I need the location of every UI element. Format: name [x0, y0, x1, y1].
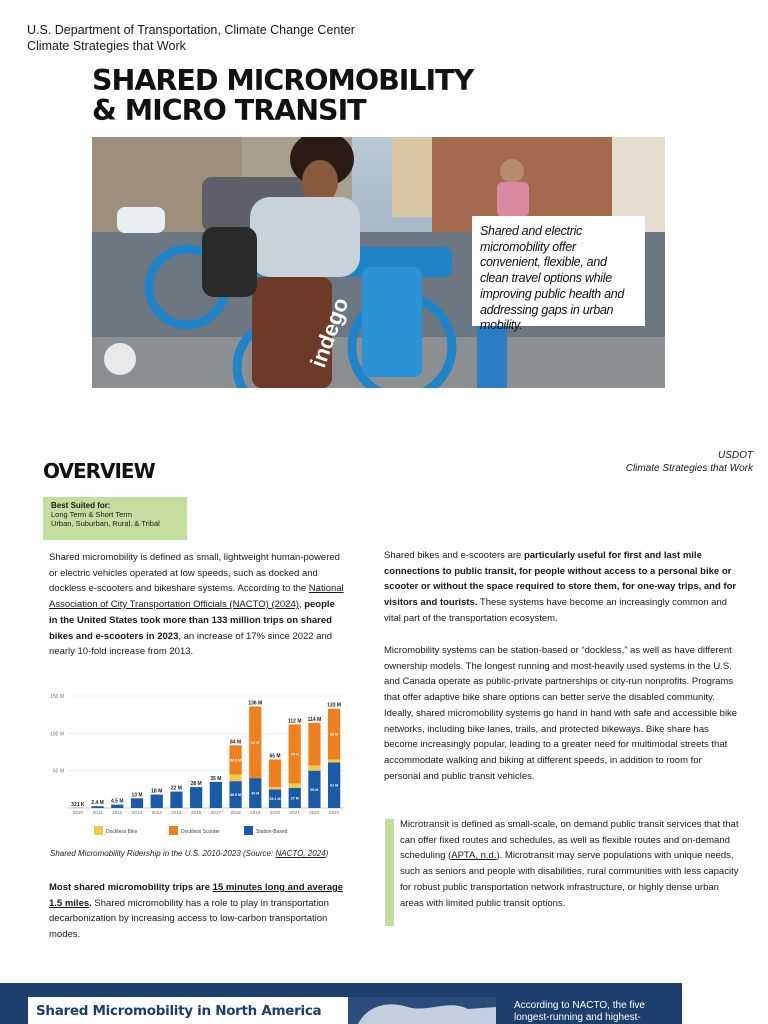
- segment-label: 61 M: [330, 783, 339, 788]
- text-run: Microtransit is defined as small-scale, on demand public transit services that that can offer fixed routes and schedules, as well as flexible routes and on-demand scheduling (: [400, 819, 739, 862]
- usdot-tag: [626, 450, 753, 475]
- segment-label: 27 M: [290, 796, 299, 801]
- emphasis-text: people in the United States took more than 133 million trips on shared bikes and e-scooters in 2023: [49, 599, 335, 642]
- x-tick-label: 2020: [269, 810, 281, 815]
- x-tick-label: 2011: [92, 810, 103, 815]
- apta-link[interactable]: APTA, n.d.: [451, 850, 497, 862]
- x-tick-label: 2022: [309, 810, 320, 815]
- org-line-1: U.S. Department of Transportation, Climate Change Center: [27, 23, 355, 37]
- segment-label: 38.5 M: [230, 758, 242, 763]
- y-tick-label: 50 M: [52, 768, 64, 775]
- bar-segment: [328, 759, 340, 762]
- bar-segment: [170, 792, 182, 808]
- x-tick-label: 2018: [230, 810, 241, 815]
- total-label: 114 M: [307, 716, 322, 723]
- legend-label: Station-Based: [256, 829, 288, 835]
- text-run: ,: [298, 599, 305, 611]
- total-label: 112 M: [287, 718, 302, 725]
- x-tick-label: 2012: [112, 810, 123, 815]
- text-run: ): [325, 849, 329, 858]
- total-label: 13 M: [131, 792, 143, 799]
- left-paragraph-2: [49, 880, 344, 943]
- total-label: 84 M: [230, 739, 242, 746]
- emphasis-text: particularly useful for first and last mile connections to public transit, for people without access to a personal bike or scooter or without the space required to store them, for one-way trips, and for visitors and tourists.: [384, 550, 737, 609]
- right-paragraph-3: [400, 817, 740, 911]
- hero-callout: Shared and electric micromobility offer convenient, flexible, and clean travel options while improving public health and addressing gaps in urban mobility.: [472, 216, 645, 326]
- trip-length-link[interactable]: 15 minutes long and average 1.5 miles: [49, 882, 344, 909]
- bar-segment: [151, 795, 163, 808]
- text-run: Shared micromobility is defined as small, lightweight human-powered or electric vehicles operated at low speeds, such as docked and dockless e-scooters and bikeshare systems. According to the: [49, 552, 340, 595]
- bar-segment: [111, 805, 123, 808]
- bar-segment: [190, 787, 202, 808]
- x-tick-label: 2010: [72, 810, 83, 815]
- x-tick-label: 2016: [191, 810, 202, 815]
- legend-swatch: [94, 826, 103, 835]
- y-tick-label: 100 M: [50, 731, 64, 738]
- total-label: 28 M: [190, 781, 202, 788]
- x-tick-label: 2017: [210, 810, 221, 815]
- bike-brand-text: indego: [305, 294, 354, 371]
- bar-segment: [131, 798, 143, 808]
- emphasis-text: Most shared micromobility trips are: [49, 882, 213, 893]
- total-label: 22 M: [170, 785, 182, 792]
- title-line-2: & MICRO TRANSIT: [92, 94, 366, 127]
- microtransit-accent-bar: [385, 819, 394, 926]
- total-label: 65 M: [269, 753, 281, 760]
- legend-label: Dockless Scooter: [181, 829, 220, 835]
- best-suited-line-1: Long Term & Short Term: [51, 510, 133, 519]
- bar-segment: [269, 787, 281, 789]
- text-run: Shared bikes and e-scooters are: [384, 550, 524, 561]
- segment-label: 79 M: [290, 752, 299, 757]
- best-suited-line-2: Urban, Suburban, Rural, & Tribal: [51, 519, 160, 528]
- text-run: ). Microtransit may serve populations with unique needs, such as seniors and people with disabilities, rural communities with less capacity for robust public transportation network infrastructure, or highly dense urban areas with limited public transit options.: [400, 850, 739, 909]
- x-tick-label: 2015: [171, 810, 182, 815]
- nacto-2024-link[interactable]: NACTO, 2024: [275, 849, 326, 858]
- page-title: [92, 66, 473, 126]
- org-line-2: Climate Strategies that Work: [27, 39, 186, 53]
- total-label: 133 M: [327, 702, 342, 709]
- usdot-line-1: USDOT: [718, 450, 753, 461]
- right-paragraph-2: Micromobility systems can be station-based or “dockless,” as well as have different ownership models. The longest running and most-heavily used systems in the U.S. and Canada operate as public-private partnerships or city-run nonprofits. Programs that offer adaptive bike share options can better serve the disabled community. Ideally, shared micromobility systems go hand in hand with safe and accessible bike networks, including bike lanes, trails, and protected bikeways. Bike share has become increasingly popular, leading to a greater need for multimodal streets that accommodate walking and biking at different speeds, in addition to room for personal and public transit vehicles.: [384, 645, 738, 782]
- total-label: 35 M: [210, 775, 222, 782]
- text-run: Shared Micromobility Ridership in the U.S. 2010-2023 (Source:: [50, 849, 276, 858]
- text-run: These systems have become an increasingly common and vital part of the transportation ecosystem.: [384, 597, 728, 624]
- segment-label: 36.5 M: [230, 793, 242, 798]
- legend-label: Dockless Bike: [106, 829, 138, 835]
- total-label: 18 M: [151, 788, 163, 795]
- y-tick-label: 150 M: [50, 694, 64, 700]
- bar-segment: [289, 783, 301, 787]
- segment-label: 86 M: [251, 740, 260, 745]
- x-tick-label: 2013: [131, 810, 143, 815]
- overview-heading: OVERVIEW: [43, 459, 155, 483]
- map-illustration: [348, 997, 496, 1024]
- title-line-1: SHARED MICROMOBILITY: [92, 64, 474, 97]
- x-tick-label: 2021: [289, 810, 300, 815]
- total-label: 4.5 M: [111, 798, 124, 805]
- legend-swatch: [244, 826, 253, 835]
- segment-label: 50 M: [310, 787, 319, 792]
- bar-segment: [308, 723, 320, 766]
- banner-side-text: According to NACTO, the five longest-running and highest-: [514, 1000, 645, 1023]
- banner-title: Shared Micromobility in North America: [24, 997, 348, 1024]
- bar-segment: [210, 782, 222, 808]
- text-run: , an increase of 17% since 2022 and nearly 10-fold increase from 2013.: [49, 630, 333, 658]
- org-header: [27, 22, 355, 54]
- left-paragraph-1: [49, 550, 344, 660]
- bar-segment: [308, 765, 320, 770]
- bar-segment: [229, 774, 241, 781]
- segment-label: 40 M: [251, 791, 260, 796]
- nacto-link[interactable]: National Association of City Transportation Officials (NACTO) (2024): [49, 583, 344, 611]
- total-label: 2.4 M: [91, 800, 104, 807]
- segment-label: 25.1 M: [269, 797, 281, 802]
- legend-swatch: [169, 826, 178, 835]
- segment-label: 68 M: [330, 732, 339, 737]
- x-tick-label: 2019: [250, 810, 261, 815]
- total-label: 321 K: [71, 801, 85, 808]
- ridership-chart: [44, 690, 349, 845]
- x-tick-label: 2023: [329, 810, 340, 815]
- total-label: 136 M: [248, 700, 263, 707]
- bar-segment: [269, 759, 281, 787]
- best-suited-heading: Best Suited for:: [51, 501, 111, 510]
- chart-caption: [50, 849, 328, 858]
- best-suited-box: [43, 497, 187, 540]
- right-paragraph-1: [384, 548, 739, 627]
- emphasis-text: .: [89, 897, 92, 909]
- text-run: Shared micromobility has a role to play in transportation decarbonization by increasing access to low-carbon transportation modes.: [49, 897, 329, 941]
- usdot-line-2: Climate Strategies that Work: [625, 462, 753, 474]
- bar-segment: [91, 806, 103, 808]
- x-tick-label: 2014: [151, 810, 162, 815]
